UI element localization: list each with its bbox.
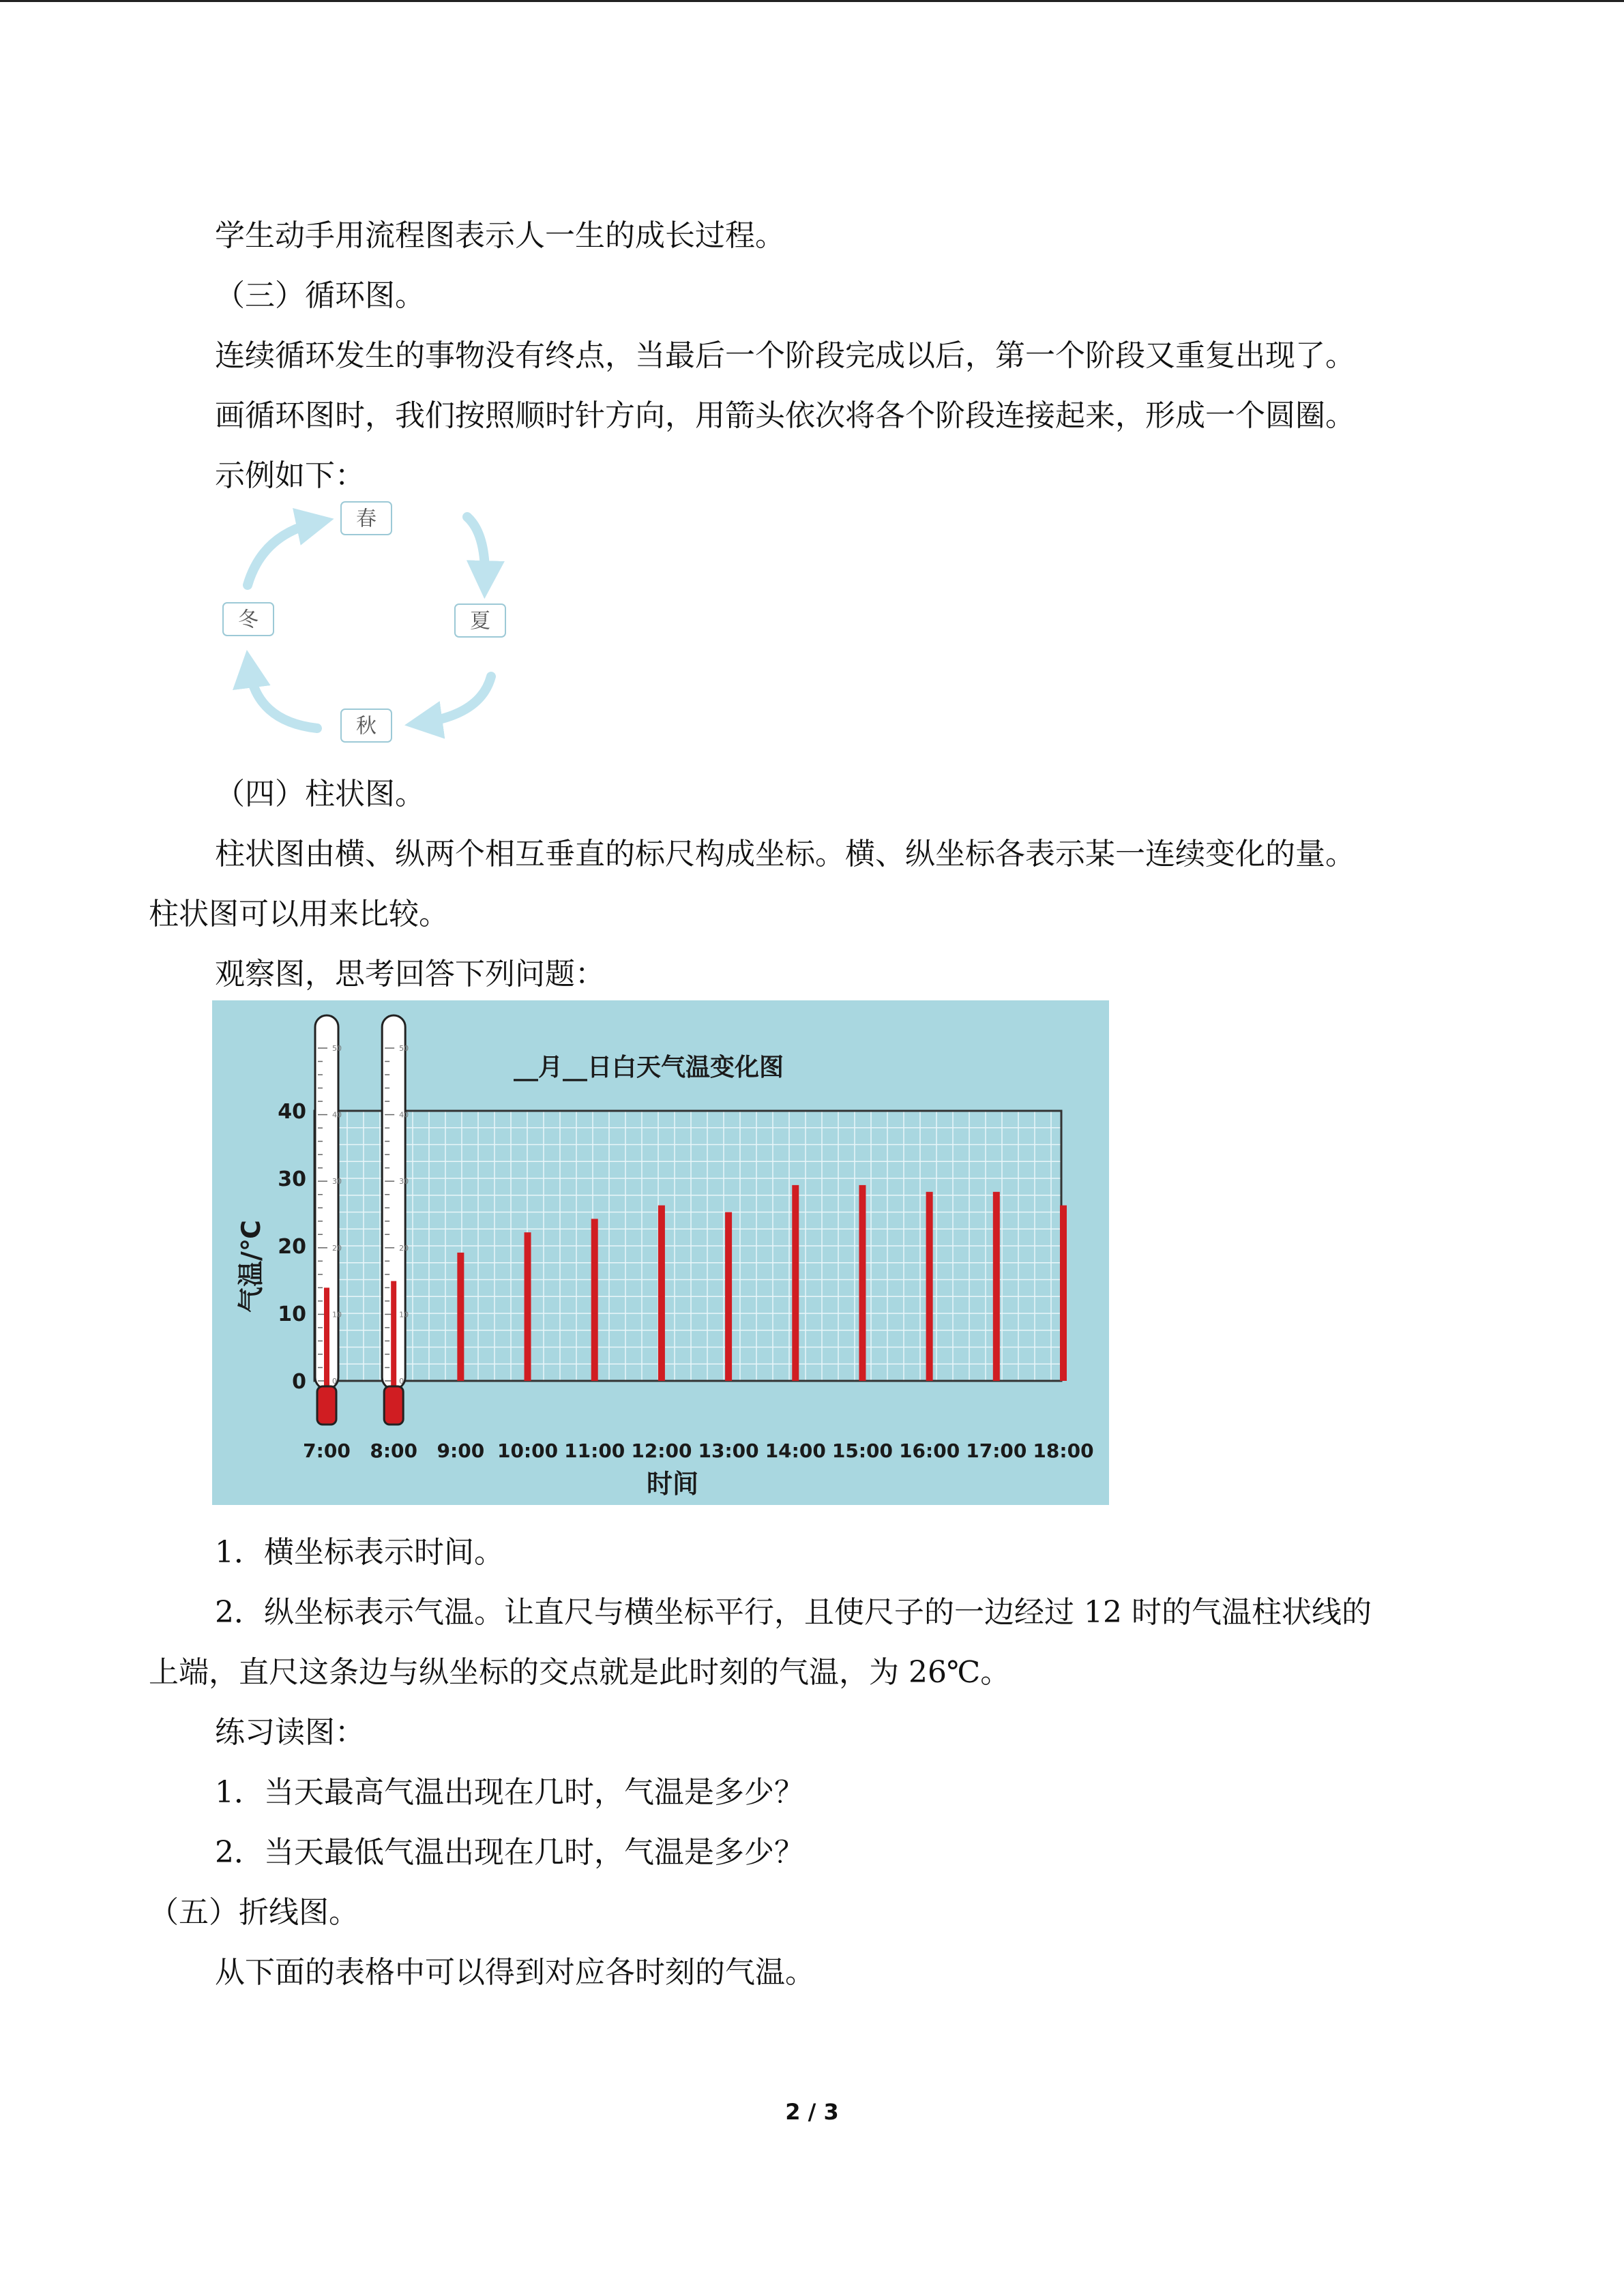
list-item-y-axis-line2: 上端，直尺这条边与纵坐标的交点就是此时刻的气温，为 26℃。 bbox=[149, 1655, 1011, 1690]
x-tick-label: 13:00 bbox=[698, 1440, 759, 1462]
paragraph-observe-chart: 观察图，思考回答下列问题： bbox=[215, 957, 605, 992]
page-number: 2 / 3 bbox=[785, 2099, 839, 2125]
x-tick-label: 16:00 bbox=[899, 1440, 960, 1462]
temperature-bar bbox=[792, 1185, 799, 1381]
thermometer-scale-label: 0 bbox=[332, 1377, 337, 1386]
x-tick-label: 7:00 bbox=[303, 1440, 351, 1462]
thermometer-scale-label: 10 bbox=[399, 1310, 409, 1320]
paragraph-cycle-definition: 连续循环发生的事物没有终点，当最后一个阶段完成以后，第一个阶段又重复出现了。 bbox=[215, 338, 1355, 373]
paragraph-table-intro: 从下面的表格中可以得到对应各时刻的气温。 bbox=[215, 1955, 815, 1990]
top-border-line bbox=[0, 0, 1624, 2]
x-tick-label: 18:00 bbox=[1033, 1440, 1094, 1462]
thermometer-scale-label: 10 bbox=[332, 1310, 342, 1320]
temperature-bar bbox=[525, 1232, 531, 1381]
thermometer-bulb bbox=[317, 1386, 336, 1425]
paragraph-bar-chart-definition: 柱状图由横、纵两个相互垂直的标尺构成坐标。横、纵坐标各表示某一连续变化的量。 bbox=[215, 837, 1355, 871]
thermometer-mercury bbox=[391, 1281, 396, 1395]
x-axis-label: 时间 bbox=[646, 1469, 699, 1499]
thermometer-scale-label: 40 bbox=[332, 1110, 342, 1120]
temperature-bar bbox=[859, 1185, 866, 1381]
y-tick-label: 0 bbox=[292, 1370, 306, 1394]
temperature-bar bbox=[725, 1212, 732, 1382]
thermometer-scale-label: 50 bbox=[399, 1044, 409, 1053]
temperature-bar bbox=[658, 1206, 665, 1381]
paragraph-practice-reading: 练习读图： bbox=[215, 1715, 365, 1750]
x-tick-label: 14:00 bbox=[765, 1440, 826, 1462]
x-tick-label: 10:00 bbox=[497, 1440, 559, 1462]
thermometer-mercury bbox=[324, 1287, 329, 1395]
x-tick-label: 17:00 bbox=[966, 1440, 1027, 1462]
paragraph-cycle-drawing: 画循环图时，我们按照顺时针方向，用箭头依次将各个阶段连接起来，形成一个圆圈。 bbox=[215, 398, 1355, 433]
chart-title: __月__日白天气温变化图 bbox=[513, 1054, 784, 1082]
temperature-bar-chart bbox=[212, 1000, 1109, 1505]
heading-line-chart: （五）折线图。 bbox=[149, 1895, 359, 1930]
heading-bar-chart: （四）柱状图。 bbox=[215, 777, 425, 811]
temperature-bar bbox=[457, 1253, 464, 1381]
paragraph-flowchart-task: 学生动手用流程图表示人一生的成长过程。 bbox=[215, 218, 785, 253]
y-tick-label: 40 bbox=[278, 1100, 306, 1124]
y-tick-label: 10 bbox=[278, 1302, 306, 1326]
label-autumn: 秋 bbox=[356, 714, 377, 739]
question-highest-temperature: 1．当天最高气温出现在几时，气温是多少？ bbox=[215, 1775, 804, 1810]
y-tick-label: 20 bbox=[278, 1235, 306, 1259]
x-tick-label: 11:00 bbox=[564, 1440, 625, 1462]
thermometer-scale-label: 0 bbox=[399, 1377, 404, 1386]
question-lowest-temperature: 2．当天最低气温出现在几时，气温是多少？ bbox=[215, 1835, 804, 1870]
temperature-bar bbox=[591, 1219, 598, 1381]
thermometer-scale-label: 50 bbox=[332, 1044, 342, 1053]
list-item-x-axis: 1．横坐标表示时间。 bbox=[215, 1535, 504, 1570]
list-item-y-axis-line1: 2．纵坐标表示气温。让直尺与横坐标平行，且使尺子的一边经过 12 时的气温柱状线的 bbox=[215, 1595, 1372, 1630]
thermometer bbox=[315, 1015, 342, 1425]
y-tick-label: 30 bbox=[278, 1167, 306, 1191]
thermometer-scale-label: 20 bbox=[399, 1243, 409, 1253]
paragraph-bar-chart-usage: 柱状图可以用来比较。 bbox=[149, 897, 449, 931]
x-tick-label: 9:00 bbox=[437, 1440, 485, 1462]
arrow-autumn-to-winter bbox=[249, 667, 317, 728]
thermometer-scale-label: 30 bbox=[399, 1177, 409, 1187]
x-tick-label: 8:00 bbox=[370, 1440, 418, 1462]
label-spring: 春 bbox=[356, 507, 377, 531]
temperature-bar bbox=[993, 1192, 1000, 1381]
temperature-bar bbox=[1060, 1206, 1067, 1381]
x-tick-label: 12:00 bbox=[631, 1440, 692, 1462]
thermometer-scale-label: 40 bbox=[399, 1110, 409, 1120]
paragraph-example-intro: 示例如下： bbox=[215, 458, 365, 493]
thermometer bbox=[382, 1015, 409, 1425]
temperature-bar bbox=[926, 1192, 933, 1381]
arrow-winter-to-spring bbox=[248, 522, 317, 585]
heading-cycle-diagram: （三）循环图。 bbox=[215, 278, 425, 313]
thermometer-scale-label: 30 bbox=[332, 1177, 342, 1187]
season-cycle-diagram bbox=[215, 496, 515, 756]
arrow-spring-to-summer bbox=[467, 517, 485, 582]
label-winter: 冬 bbox=[238, 608, 259, 632]
thermometer-scale-label: 20 bbox=[332, 1243, 342, 1253]
x-tick-label: 15:00 bbox=[831, 1440, 894, 1462]
thermometer-bulb bbox=[384, 1386, 403, 1425]
arrow-summer-to-autumn bbox=[422, 676, 491, 723]
label-summer: 夏 bbox=[470, 609, 490, 633]
y-axis-label: 气温/℃ bbox=[236, 1220, 266, 1313]
